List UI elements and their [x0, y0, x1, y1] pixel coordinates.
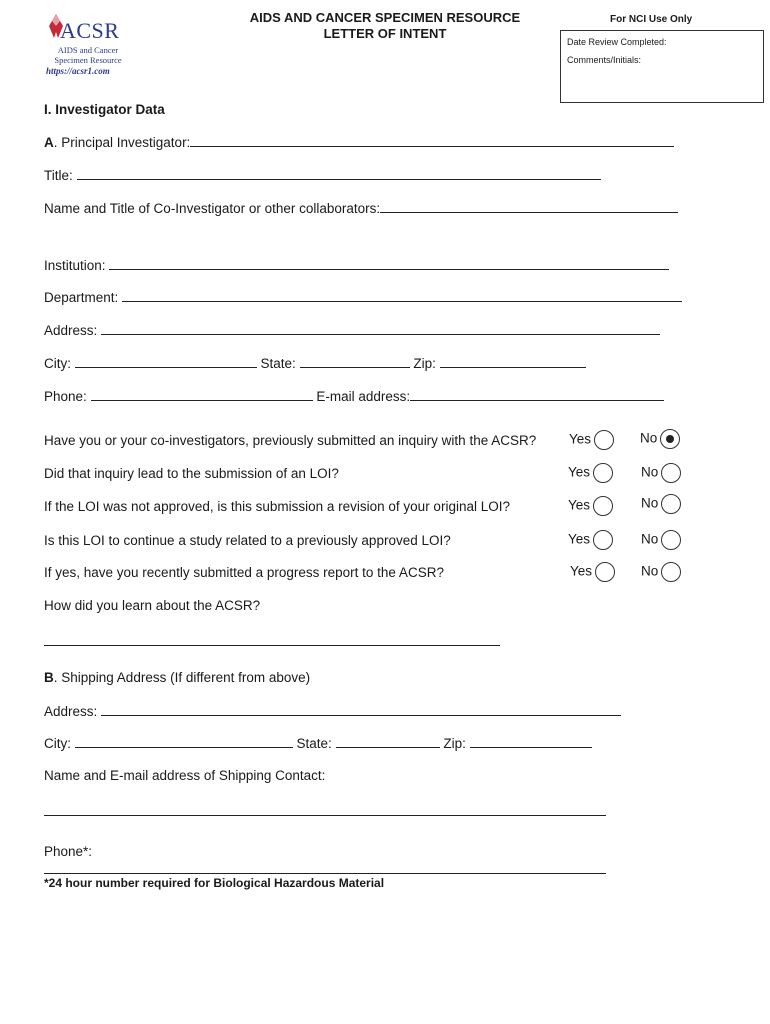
shipping-address-label: Address:: [44, 704, 98, 719]
email-label: E-mail address:: [316, 389, 411, 404]
principal-investigator-label: . Principal Investigator:: [53, 135, 191, 150]
question-5-yes-option[interactable]: [570, 562, 615, 582]
city-field[interactable]: [75, 355, 257, 368]
yes-label: Yes: [568, 497, 591, 513]
city-state-zip-row: [44, 355, 586, 371]
shipping-zip-label: Zip:: [443, 736, 466, 751]
subsection-b-letter: B: [44, 670, 54, 685]
question-3: If the LOI was not approved, is this submission a revision of your original LOI?: [44, 499, 510, 514]
institution-label: Institution:: [44, 258, 106, 273]
email-field[interactable]: [410, 388, 664, 401]
institution-row: [44, 257, 669, 273]
co-investigator-label: Name and Title of Co-Investigator or other collaborators:: [44, 201, 381, 216]
section-investigator-data-heading: I. Investigator Data: [44, 102, 165, 117]
question-1-yes-option[interactable]: [569, 430, 614, 450]
no-label: No: [641, 495, 659, 511]
nci-use-label: For NCI Use Only: [610, 14, 693, 25]
yes-label: Yes: [570, 563, 593, 579]
acsr-logo: [44, 12, 134, 82]
question-1-no-option[interactable]: [640, 429, 680, 449]
shipping-phone-field[interactable]: [44, 873, 606, 874]
phone-email-row: [44, 388, 664, 404]
form-title: [230, 10, 540, 42]
co-investigator-field[interactable]: [380, 200, 678, 213]
shipping-address-heading-text: . Shipping Address (If different from above): [53, 670, 311, 685]
question-5-no-option[interactable]: [641, 562, 681, 582]
zip-field[interactable]: [440, 355, 586, 368]
shipping-contact-label: Name and E-mail address of Shipping Contact:: [44, 768, 326, 783]
question-4-yes-option[interactable]: [568, 530, 613, 550]
question-4-yes-radio[interactable]: [593, 530, 613, 550]
department-row: [44, 289, 682, 305]
no-label: No: [640, 430, 658, 446]
shipping-city-label: City:: [44, 736, 71, 751]
principal-investigator-field[interactable]: [190, 134, 674, 147]
question-3-yes-option[interactable]: [568, 496, 613, 516]
logo-url[interactable]: https://acsr1.com: [46, 66, 110, 76]
logo-subtitle: AIDS and Cancer Specimen Resource: [54, 45, 122, 65]
question-1: Have you or your co-investigators, previously submitted an inquiry with the ACSR?: [44, 433, 537, 448]
question-3-no-radio[interactable]: [661, 494, 681, 514]
question-2: Did that inquiry lead to the submission of an LOI?: [44, 466, 339, 481]
nci-use-box: [560, 30, 764, 103]
question-5-yes-radio[interactable]: [595, 562, 615, 582]
address-field[interactable]: [101, 322, 660, 335]
shipping-phone-label: Phone*:: [44, 844, 93, 859]
shipping-state-field[interactable]: [336, 735, 440, 748]
yes-label: Yes: [569, 431, 592, 447]
question-1-no-radio[interactable]: [660, 429, 680, 449]
question-1-yes-radio[interactable]: [594, 430, 614, 450]
question-2-yes-option[interactable]: [568, 463, 613, 483]
title-label: Title:: [44, 168, 73, 183]
zip-label: Zip:: [413, 356, 436, 371]
title-row: [44, 167, 601, 183]
hazardous-material-note: *24 hour number required for Biological Hazardous Material: [44, 876, 385, 890]
department-field[interactable]: [122, 289, 682, 302]
shipping-zip-field[interactable]: [470, 735, 592, 748]
state-field[interactable]: [300, 355, 410, 368]
title-field[interactable]: [77, 167, 601, 180]
date-review-label: Date Review Completed:: [567, 37, 667, 47]
question-5-no-radio[interactable]: [661, 562, 681, 582]
address-row: [44, 322, 660, 338]
address-label: Address:: [44, 323, 98, 338]
subsection-a-letter: A: [44, 135, 54, 150]
phone-label: Phone:: [44, 389, 87, 404]
phone-field[interactable]: [91, 388, 313, 401]
shipping-contact-field[interactable]: [44, 815, 606, 816]
yes-label: Yes: [568, 531, 591, 547]
form-title-line2: LETTER OF INTENT: [323, 26, 447, 41]
shipping-city-state-zip-row: [44, 735, 592, 751]
shipping-address-field[interactable]: [101, 703, 621, 716]
shipping-state-label: State:: [296, 736, 332, 751]
question-4: Is this LOI to continue a study related to a previously approved LOI?: [44, 533, 451, 548]
logo-wordmark: ACSR: [60, 18, 120, 43]
learn-about-question: How did you learn about the ACSR?: [44, 598, 261, 613]
form-title-line1: AIDS AND CANCER SPECIMEN RESOURCE: [249, 10, 521, 25]
city-label: City:: [44, 356, 71, 371]
question-4-no-option[interactable]: [641, 530, 681, 550]
learn-about-field[interactable]: [44, 645, 500, 646]
comments-initials-label: Comments/Initials:: [567, 55, 642, 65]
question-4-no-radio[interactable]: [661, 530, 681, 550]
institution-field[interactable]: [109, 257, 669, 270]
question-2-no-radio[interactable]: [661, 463, 681, 483]
question-5: If yes, have you recently submitted a progress report to the ACSR?: [44, 565, 444, 580]
shipping-address-row: [44, 703, 621, 719]
shipping-city-field[interactable]: [75, 735, 293, 748]
shipping-address-heading: [44, 670, 310, 685]
state-label: State:: [260, 356, 296, 371]
principal-investigator-row: [44, 134, 674, 150]
question-2-yes-radio[interactable]: [593, 463, 613, 483]
question-2-no-option[interactable]: [641, 463, 681, 483]
yes-label: Yes: [568, 464, 591, 480]
department-label: Department:: [44, 290, 119, 305]
no-label: No: [641, 531, 659, 547]
question-3-yes-radio[interactable]: [593, 496, 613, 516]
no-label: No: [641, 464, 659, 480]
no-label: No: [641, 563, 659, 579]
question-3-no-option[interactable]: [641, 494, 681, 514]
co-investigator-row: [44, 200, 678, 216]
